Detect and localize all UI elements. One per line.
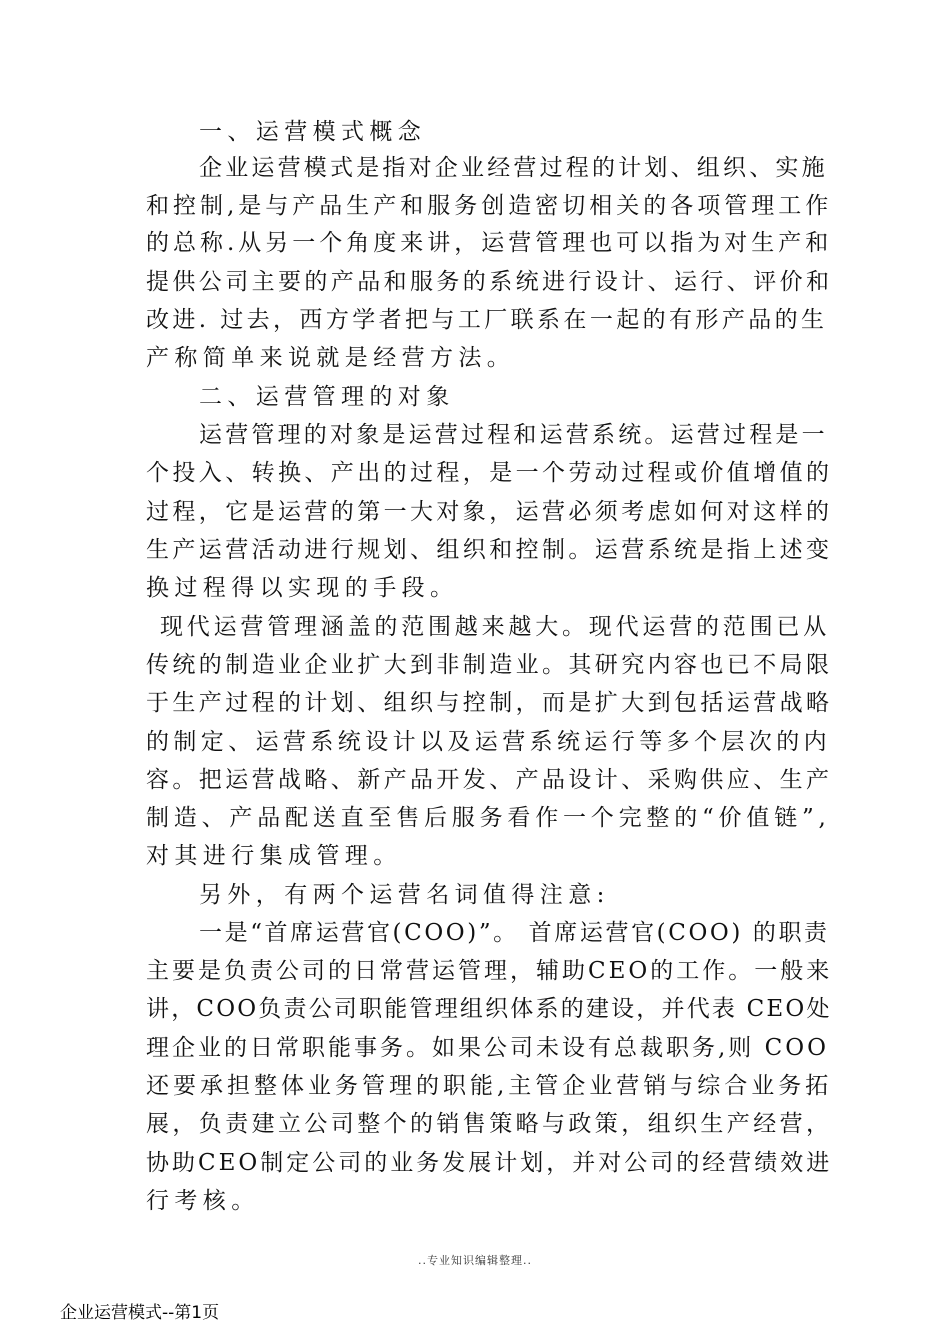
heading-2: 二、运营管理的对象 (199, 384, 455, 410)
page-label: 企业运营模式--第1页 (60, 1303, 220, 1323)
text-line: 于生产过程的计划、组织与控制，而是扩大到包括运营战略 (146, 690, 833, 716)
text-line: 主要是负责公司的日常营运管理，辅助CEO的工作。一般来 (146, 958, 833, 984)
text-line: 制造、产品配送直至售后服务看作一个完整的“价值链”, (146, 805, 831, 831)
text-line: 换过程得以实现的手段。 (146, 575, 459, 601)
text-line: 另外，有两个运营名词值得注意: (199, 882, 610, 908)
text-line: 传统的制造业企业扩大到非制造业。其研究内容也已不局限 (146, 652, 833, 678)
text-line: 个投入、转换、产出的过程，是一个劳动过程或价值增值的 (146, 460, 833, 486)
text-line: 企业运营模式是指对企业经营过程的计划、组织、实施 (199, 155, 828, 181)
text-line: 运营管理的对象是运营过程和运营系统。运营过程是一 (199, 422, 828, 448)
text-line: 展，负责建立公司整个的销售策略与政策，组织生产经营， (146, 1111, 833, 1137)
text-line: 的总称.从另一个角度来讲，运营管理也可以指为对生产和 (146, 230, 833, 256)
text-line: 协助CEO制定公司的业务发展计划，并对公司的经营绩效进 (146, 1150, 833, 1176)
text-line: 一是“首席运营官(COO)”。 首席运营官(COO) 的职责 (199, 920, 830, 946)
text-line: 讲，COO负责公司职能管理组织体系的建设，并代表 CEO处 (146, 996, 832, 1022)
text-line: 和控制,是与产品生产和服务创造密切相关的各项管理工作 (146, 193, 833, 219)
text-line: 过程，它是运营的第一大对象，运营必须考虑如何对这样的 (146, 499, 833, 525)
footer-note: ..专业知识编辑整理.. (418, 1254, 532, 1267)
text-line: 改进. 过去，西方学者把与工厂联系在一起的有形产品的生 (146, 307, 828, 333)
text-line: 行考核。 (146, 1188, 260, 1214)
text-line: 产称简单来说就是经营方法。 (146, 345, 516, 371)
text-line: 生产运营活动进行规划、组织和控制。运营系统是指上述变 (146, 537, 833, 563)
text-line: 理企业的日常职能事务。如果公司未设有总裁职务,则 COO (146, 1035, 829, 1061)
heading-1: 一、运营模式概念 (199, 119, 427, 145)
text-line: 提供公司主要的产品和服务的系统进行设计、运行、评价和 (146, 269, 833, 295)
text-line: 还要承担整体业务管理的职能,主管企业营销与综合业务拓 (146, 1073, 833, 1099)
text-line: 容。把运营战略、新产品开发、产品设计、采购供应、生产 (146, 767, 833, 793)
text-line: 对其进行集成管理。 (146, 843, 402, 869)
text-line: 的制定、运营系统设计以及运营系统运行等多个层次的内 (146, 729, 831, 755)
text-line: 现代运营管理涵盖的范围越来越大。现代运营的范围已从 (160, 614, 830, 640)
